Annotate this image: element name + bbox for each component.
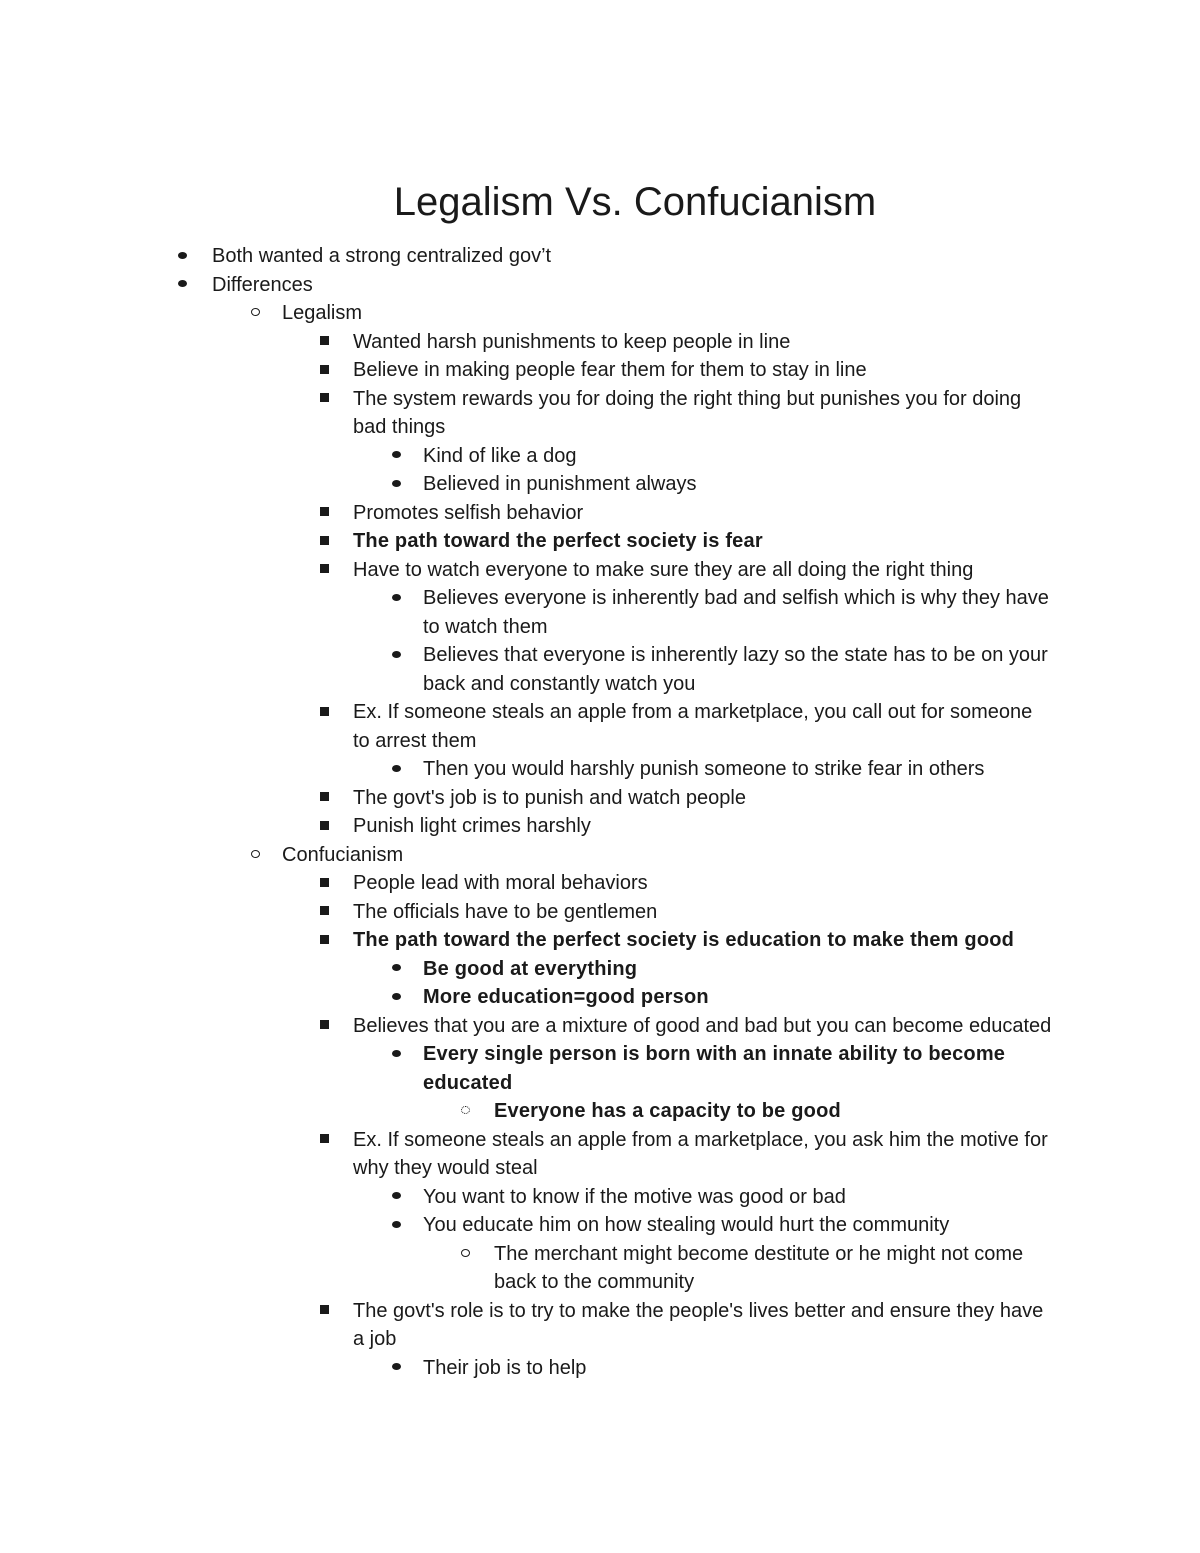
list-item [0, 1012, 1053, 1041]
list-item [0, 1097, 1054, 1126]
list-item [0, 442, 1053, 471]
list-item [0, 641, 1053, 698]
list-item-text: The merchant might become destitute or he might not come back to the community [494, 1242, 1024, 1293]
list-item-text: Believes that everyone is inherently lazy so the state has to be on your back and constantly watch you [423, 644, 1048, 695]
disc-bullet-icon [172, 242, 192, 271]
list-item [0, 1126, 1053, 1183]
list-item [0, 271, 1052, 300]
disc-bullet-icon [386, 641, 406, 670]
square-bullet-icon [314, 356, 334, 385]
list-item [0, 1183, 1053, 1212]
list-item [0, 1211, 1053, 1240]
circle-bullet-icon [455, 1240, 475, 1269]
list-item [0, 1040, 1053, 1097]
list-item-text: People lead with moral behaviors [353, 872, 648, 894]
list-item-text: The path toward the perfect society is education to make them good [353, 929, 1015, 951]
document-title: Legalism Vs. Confucianism [393, 180, 877, 224]
list-item-text: Then you would harshly punish someone to strike fear in others [423, 758, 985, 780]
square-bullet-icon [314, 385, 334, 414]
list-item-text: More education=good person [423, 986, 709, 1008]
square-bullet-icon [314, 527, 334, 556]
disc-bullet-icon [386, 1040, 406, 1069]
list-item [0, 499, 1053, 528]
list-item [0, 299, 1052, 328]
list-item-text: Believe in making people fear them for them to stay in line [353, 359, 867, 381]
list-item [0, 926, 1053, 955]
list-item [0, 584, 1053, 641]
list-item [0, 898, 1053, 927]
square-bullet-icon [314, 812, 334, 841]
list-item [0, 385, 1053, 442]
list-item [0, 1354, 1053, 1383]
disc-bullet-icon [386, 1183, 406, 1212]
list-item-text: Both wanted a strong centralized gov’t [212, 245, 552, 267]
list-item-text: Wanted harsh punishments to keep people in line [353, 330, 791, 353]
disc-bullet-icon [386, 470, 406, 499]
list-item-text: Punish light crimes harshly [353, 815, 591, 837]
square-bullet-icon [314, 499, 334, 528]
list-item-text: The system rewards you for doing the right thing but punishes you for doing bad things [353, 387, 1022, 438]
list-item-text: You want to know if the motive was good or bad [423, 1185, 846, 1208]
square-bullet-icon [314, 1012, 334, 1041]
list-item-text: Promotes selfish behavior [353, 501, 584, 524]
disc-bullet-icon [386, 983, 406, 1012]
list-item-text: Confucianism [282, 843, 404, 866]
list-item-text: Differences [212, 273, 313, 296]
square-bullet-icon [314, 784, 334, 813]
square-bullet-icon [314, 328, 334, 357]
list-item [0, 1240, 1054, 1297]
list-item-text: Be good at everything [423, 957, 638, 980]
list-item-text: The govt's role is to try to make the people's lives better and ensure they have a job [353, 1299, 1044, 1350]
list-item-text: Have to watch everyone to make sure they are all doing the right thing [353, 558, 974, 581]
list-item [0, 784, 1053, 813]
list-item [0, 812, 1053, 841]
list-item-text: Believes that you are a mixture of good and bad but you can become educated [353, 1014, 1052, 1037]
square-bullet-icon [314, 898, 334, 927]
list-item [0, 869, 1053, 898]
square-bullet-icon [314, 1126, 334, 1155]
list-item [0, 955, 1053, 984]
list-item-text: Every single person is born with an innate ability to become educated [423, 1043, 1006, 1094]
list-item-text: Ex. If someone steals an apple from a marketplace, you ask him the motive for why they would steal [353, 1128, 1048, 1179]
square-bullet-icon [314, 1297, 334, 1326]
list-item [0, 698, 1053, 755]
list-item [0, 556, 1053, 585]
list-item [0, 1297, 1053, 1354]
square-bullet-icon [314, 556, 334, 585]
list-item-text: Their job is to help [423, 1356, 587, 1379]
circle-bullet-icon [245, 299, 265, 328]
square-bullet-icon [314, 698, 334, 727]
disc-bullet-icon [386, 1354, 406, 1383]
disc-bullet-icon [172, 271, 192, 300]
disc-bullet-icon [386, 1211, 406, 1240]
list-item-text: You educate him on how stealing would hurt the community [423, 1214, 950, 1236]
circle-bullet-icon [245, 841, 265, 870]
list-item-text: Everyone has a capacity to be good [494, 1100, 841, 1122]
disc-bullet-icon [386, 755, 406, 784]
list-item [0, 470, 1053, 499]
list-item-text: Legalism [282, 302, 363, 324]
disc-bullet-icon [386, 955, 406, 984]
list-item-text: The govt's job is to punish and watch people [353, 786, 746, 809]
list-item-text: Ex. If someone steals an apple from a marketplace, you call out for someone to arrest them [353, 701, 1033, 752]
list-item [0, 755, 1053, 784]
square-bullet-icon [314, 869, 334, 898]
list-item [0, 242, 1052, 271]
disc-bullet-icon [386, 584, 406, 613]
list-item-text: The officials have to be gentlemen [353, 900, 658, 923]
list-item-text: The path toward the perfect society is fear [353, 530, 763, 552]
list-item [0, 841, 1052, 870]
list-item [0, 356, 1053, 385]
bullet-outline [0, 242, 1200, 1382]
list-item-text: Believed in punishment always [423, 473, 697, 495]
list-item-text: Believes everyone is inherently bad and selfish which is why they have to watch them [423, 587, 1049, 638]
list-item [0, 527, 1053, 556]
disc-bullet-icon [386, 442, 406, 471]
list-item-text: Kind of like a dog [423, 444, 577, 467]
square-bullet-icon [314, 926, 334, 955]
dotted-circle-bullet-icon [455, 1097, 475, 1126]
list-item [0, 328, 1053, 357]
list-item [0, 983, 1053, 1012]
